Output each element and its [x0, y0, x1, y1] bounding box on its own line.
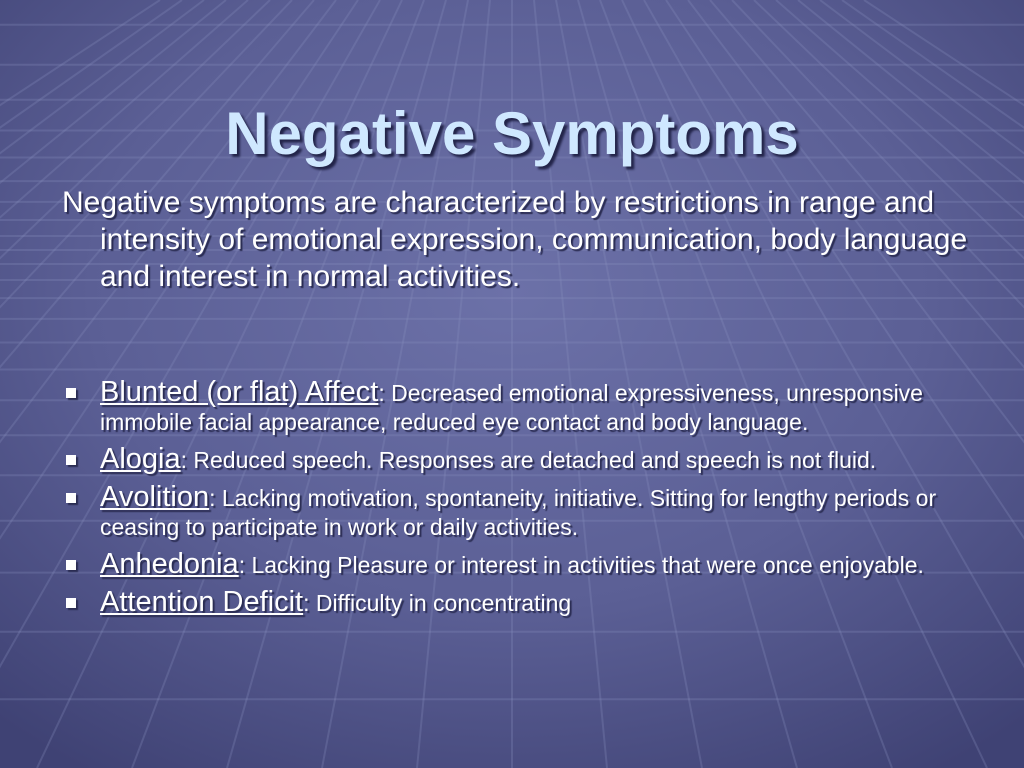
list-item	[62, 378, 942, 437]
square-bullet-icon	[66, 560, 76, 570]
list-item	[62, 550, 942, 580]
list-item	[62, 483, 942, 542]
symptom-description: : Decreased emotional expressiveness, unresponsive immobile facial appearance, reduced eye contact and body language.	[100, 380, 923, 435]
symptom-term: Avolition	[100, 481, 210, 513]
square-bullet-icon	[66, 493, 76, 503]
list-item	[62, 588, 942, 618]
symptom-list	[62, 378, 942, 626]
intro-paragraph: Negative symptoms are characterized by restrictions in range and intensity of emotional expression, communication, body language and interest in normal activities.	[62, 186, 968, 293]
symptom-term: Attention Deficit	[100, 586, 304, 618]
square-bullet-icon	[66, 455, 76, 465]
square-bullet-icon	[66, 388, 76, 398]
symptom-description: : Difficulty in concentrating	[303, 590, 572, 616]
list-item	[62, 445, 942, 475]
symptom-term: Alogia	[100, 443, 181, 475]
symptom-description: : Reduced speech. Responses are detached and speech is not fluid.	[180, 447, 877, 473]
slide-title: Negative Symptoms	[225, 100, 799, 168]
symptom-description: : Lacking Pleasure or interest in activities that were once enjoyable.	[238, 552, 924, 578]
symptom-description: : Lacking motivation, spontaneity, initiative. Sitting for lengthy periods or ceasing to participate in work or daily activities.	[100, 485, 937, 540]
symptom-term: Anhedonia	[100, 548, 239, 580]
symptom-term: Blunted (or flat) Affect	[100, 376, 379, 408]
square-bullet-icon	[66, 598, 76, 608]
